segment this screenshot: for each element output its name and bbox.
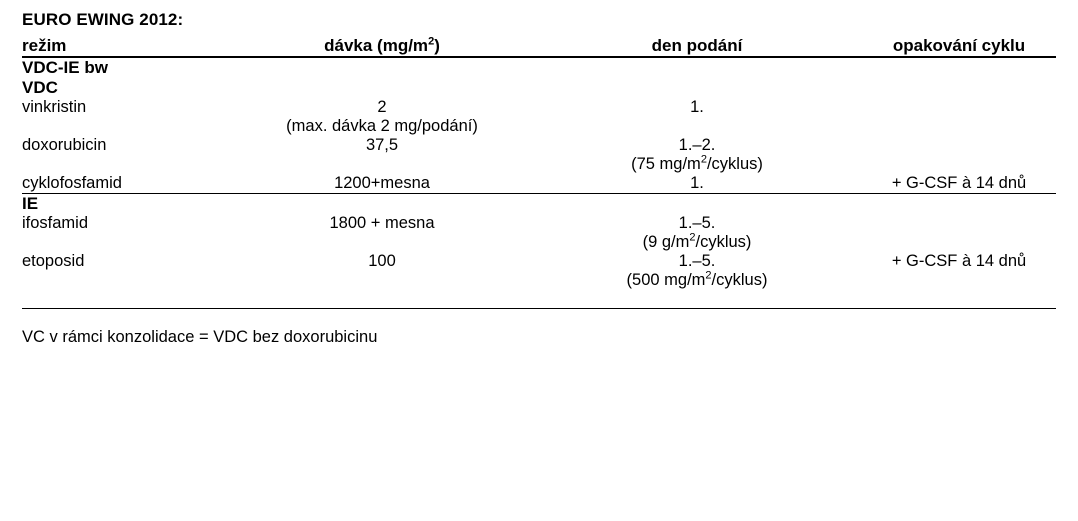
regimen-table [22,36,1056,309]
cell-dose-note [232,233,532,252]
table-subrow [22,117,1056,136]
table-row [22,174,1056,193]
cell-day: 1. [690,174,704,192]
cell-dose-note [232,155,532,174]
cell-empty [862,117,1056,136]
table-footnote: VC v rámci konzolidace = VDC bez doxorubicinu [22,328,378,346]
table-subrow [22,155,1056,174]
cell-day: 1.–5. [678,252,716,270]
cell-regimen: ifosfamid [22,214,89,232]
group-name: VDC [22,78,58,97]
cell-day: 1.–2. [678,136,716,154]
cell-regimen: doxorubicin [22,136,107,154]
cell-day-note: (75 $mg/m^2/cyklus$) [631,153,763,173]
page-title: EURO EWING 2012: [22,10,184,29]
cell-dose: 100 [368,252,396,270]
group-header-vdc [22,78,1056,98]
table-row [22,252,1056,271]
cell-empty [22,271,232,290]
cell-empty [862,271,1056,290]
cell-regimen: vinkristin [22,98,87,116]
cell-dose: 1200+mesna [334,174,430,192]
column-header-day: den podání [651,36,743,55]
cell-empty [22,155,232,174]
table-header-row [22,36,1056,56]
cell-cycle [862,136,1056,155]
cell-regimen: cyklofosfamid [22,174,122,192]
cell-dose: 1800 + mesna [329,214,435,232]
cell-day: 1.–5. [678,214,716,232]
table-row [22,136,1056,155]
cell-cycle: + G-CSF à 14 dnů [891,252,1027,270]
cell-day-note: (9 $g/m^2/cyklus$) [642,231,752,251]
protocol-label-row [22,57,1056,78]
table-subrow [22,233,1056,252]
cell-empty [22,233,232,252]
column-header-cycle: opakování cyklu [892,36,1026,55]
cell-dose-note [232,271,532,290]
cell-dose: 37,5 [365,136,399,154]
cell-cycle [862,98,1056,117]
cell-cycle [862,214,1056,233]
table-row [22,98,1056,117]
column-header-dose: dávka $(mg/m^2)$ [324,35,440,55]
cell-dose-note: (max. dávka 2 mg/podání) [286,117,478,135]
cell-regimen: etoposid [22,252,85,270]
cell-day-note [532,117,862,136]
cell-cycle: + G-CSF à 14 dnů [891,174,1027,192]
cell-empty [862,155,1056,174]
cell-day: 1. [690,98,704,116]
table-row [22,214,1056,233]
protocol-label: VDC-IE bw [22,58,108,77]
group-header-ie [22,194,1056,215]
cell-day-note: (500 $mg/m^2/cyklus$) [626,269,768,289]
cell-empty [862,233,1056,252]
table-subrow [22,271,1056,290]
column-header-regimen: režim [22,36,67,55]
cell-dose: 2 [377,98,387,116]
table-spacer [22,290,1056,308]
group-name: IE [22,194,39,213]
cell-empty [22,117,232,136]
